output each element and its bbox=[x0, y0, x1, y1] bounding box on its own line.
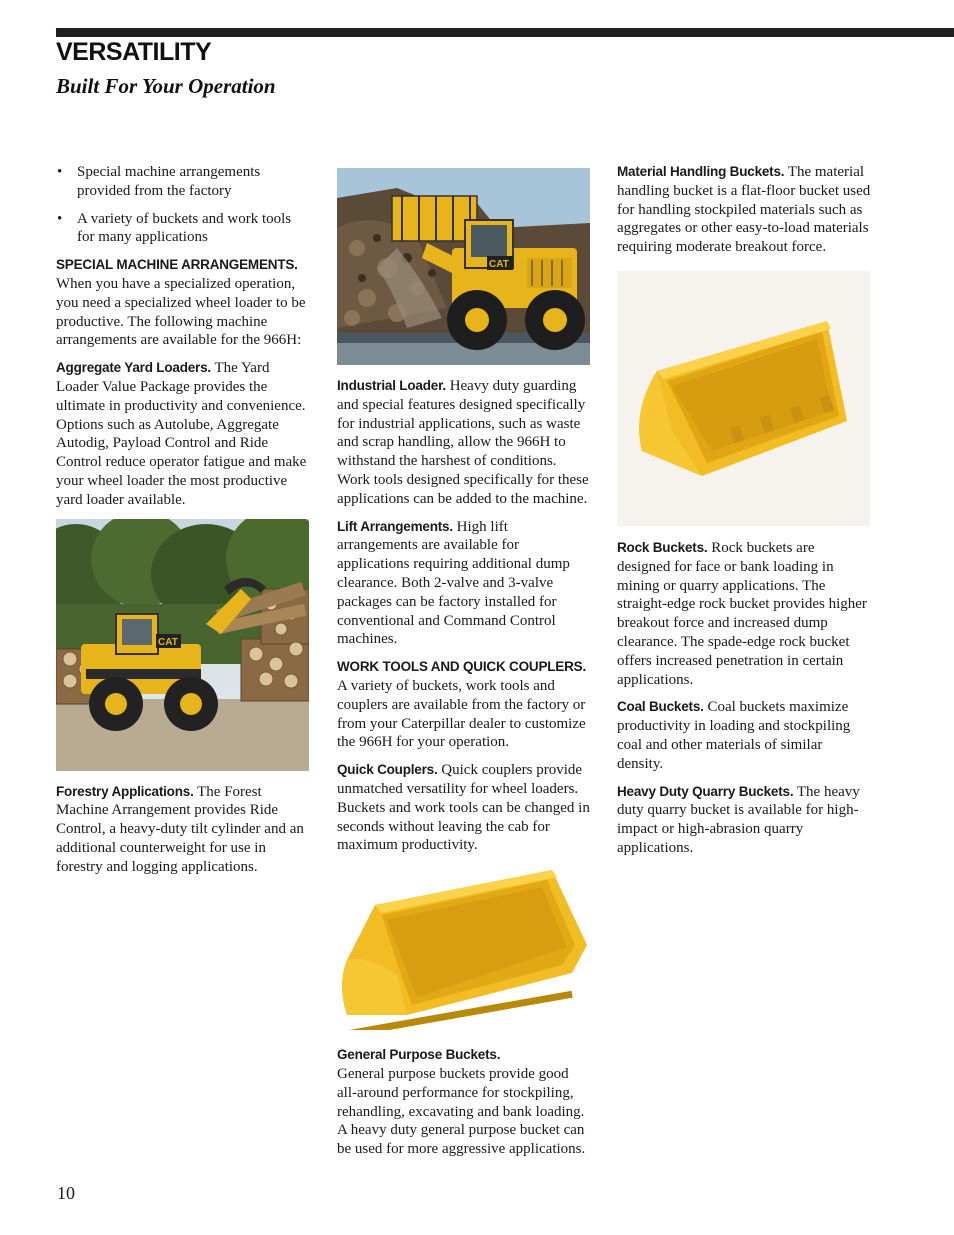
aggregate-paragraph bbox=[56, 359, 310, 509]
page-number: 10 bbox=[57, 1183, 75, 1203]
column-middle bbox=[337, 168, 591, 1168]
bullet-item: • A variety of buckets and work tools for many applications bbox=[56, 210, 310, 248]
section-body: When you have a specialized operation, you need a specialized wheel loader to be productive. The following machine arrangements are available for the 966H: bbox=[56, 275, 306, 349]
industrial-paragraph bbox=[337, 377, 591, 509]
section-heading: Heavy Duty Quarry Buckets. bbox=[617, 783, 794, 799]
quarry-paragraph bbox=[617, 783, 871, 858]
cat-logo: CAT bbox=[489, 259, 509, 270]
section-heading: General Purpose Buckets. bbox=[337, 1047, 501, 1063]
lift-paragraph bbox=[337, 518, 591, 650]
material-handling-paragraph bbox=[617, 163, 871, 257]
section-heading: Material Handling Buckets. bbox=[617, 164, 785, 179]
header-rule bbox=[56, 28, 954, 37]
feature-bullets bbox=[56, 163, 310, 247]
quick-couplers-paragraph bbox=[337, 761, 591, 855]
rock-paragraph bbox=[617, 539, 871, 689]
section-body: Quick couplers provide unmatched versatility for wheel loaders. Buckets and work tools can be changed in seconds without leaving the cab for maximum productivity. bbox=[337, 762, 590, 854]
section-body: A variety of buckets, work tools and couplers are available from the factory or from your Caterpillar dealer to customize the 966H for your operation. bbox=[337, 677, 586, 751]
section-body: Coal buckets maximize productivity in loading and stockpiling coal and other materials of similar density. bbox=[617, 699, 851, 772]
general-purpose-paragraph bbox=[337, 1046, 591, 1159]
page-subtitle: Built For Your Operation bbox=[56, 74, 276, 98]
cat-logo: CAT bbox=[158, 636, 178, 648]
yard-loader-photo bbox=[56, 519, 309, 771]
section-body: Rock buckets are designed for face or bank loading in mining or quarry applications. The straight-edge rock bucket provides higher breakout force and increased dump clearance. The spade-edge rock bucket offers increased penetration in certain applications. bbox=[617, 539, 867, 688]
section-heading: Industrial Loader. bbox=[337, 378, 446, 393]
section-heading: Forestry Applications. bbox=[56, 783, 194, 799]
page-title: VERSATILITY bbox=[56, 38, 212, 66]
material-handling-bucket-image bbox=[617, 271, 870, 526]
work-tools-paragraph bbox=[337, 658, 591, 752]
section-body: Heavy duty guarding and special features designed specifically for industrial applications, such as waste and scrap handling, allow the 966H to withstand the harshest of conditions. Work tools designed specifically for these applications can be added to the machine. bbox=[337, 378, 589, 507]
forestry-paragraph bbox=[56, 783, 310, 877]
column-right bbox=[617, 163, 871, 867]
section-body: The Yard Loader Value Package provides the ultimate in productivity and convenience. Options such as Autolube, Aggregate Autodig, Payload Control and Ride Control reduce operator fatigue and make your wheel loader the most productive yard loader available. bbox=[56, 360, 307, 508]
section-body: The heavy duty quarry bucket is available for high-impact or high-abrasion quarry applications. bbox=[617, 783, 860, 856]
bullet-item: • Special machine arrangements provided from the factory bbox=[56, 163, 310, 201]
section-body: The material handling bucket is a flat-floor bucket used for handling stockpiled materials such as aggregates or other easy-to-load materials requiring moderate breakout force. bbox=[617, 164, 871, 256]
coal-paragraph bbox=[617, 698, 871, 773]
section-body: General purpose buckets provide good all-around performance for stockpiling, rehandling, excavating and bank loading. A heavy duty general purpose bucket can be used for more aggressive applications. bbox=[337, 1065, 586, 1158]
section-heading: Lift Arrangements. bbox=[337, 518, 453, 534]
section-heading: Rock Buckets. bbox=[617, 539, 708, 555]
section-heading: SPECIAL MACHINE ARRANGEMENTS. bbox=[56, 257, 298, 273]
column-left bbox=[56, 163, 310, 886]
section-heading: Aggregate Yard Loaders. bbox=[56, 360, 211, 376]
industrial-loader-photo bbox=[337, 168, 590, 365]
special-arrangements-paragraph bbox=[56, 256, 310, 350]
section-body: The Forest Machine Arrangement provides Ride Control, a heavy-duty tilt cylinder and an additional counterweight for use in forestry and logging applications. bbox=[56, 783, 304, 875]
general-purpose-bucket-image bbox=[337, 865, 590, 1030]
section-heading: Coal Buckets. bbox=[617, 699, 704, 715]
section-heading: WORK TOOLS AND QUICK COUPLERS. bbox=[337, 659, 587, 675]
section-body: High lift arrangements are available for applications requiring additional dump clearance. Both 2-valve and 3-valve packages can be factory installed for conventional and Command Control machines. bbox=[337, 518, 570, 648]
section-heading: Quick Couplers. bbox=[337, 762, 438, 778]
